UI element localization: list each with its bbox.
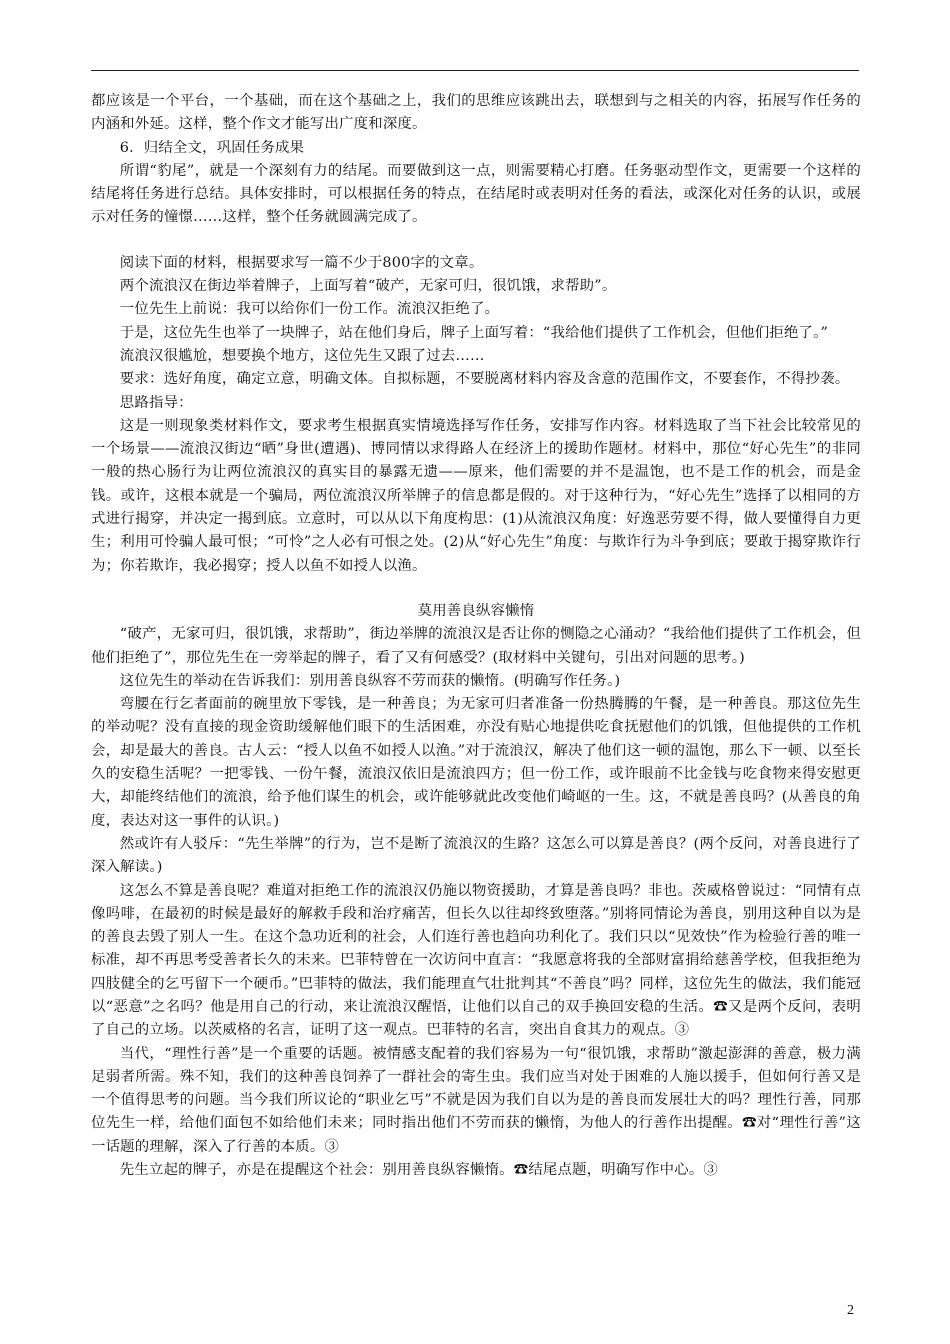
essay-paragraph-3: 弯腰在行乞者面前的碗里放下零钱，是一种善良；为无家可归者准备一份热腾腾的午餐，是一种善良。那这位先生的举动呢？没有直接的现金资助缓解他们眼下的生活困难，亦没有贴心地提供吃食抚慰他们的饥饿，但他提供的工作机会，却是最大的善良。古人云：“授人以鱼不如授人以渔。”对于流浪汉，解决了他们这一顿的温饱，那么下一顿、以至长久的安稳生活呢？一把零钱、一份午餐，流浪汉依旧是流浪四方；但一份工作，或许眼前不比金钱与吃食物来得安慰更大，却能终结他们的流浪，给予他们谋生的机会，或许能够就此改变他们崎岖的一生。这，不就是善良吗？(从善良的角度，表达对这一事件的认识。) — [91, 696, 861, 829]
essay-paragraph-2: 这位先生的举动在告诉我们：别用善良纵容不劳而获的懒惰。(明确写作任务。) — [119, 672, 621, 689]
essay-paragraph-5: 这怎么不算是善良呢？难道对拒绝工作的流浪汉仍施以物资援助，才算是善良吗？非也。茨威格曾说过：“同情有点像吗啡，在最初的时候是最好的解救手段和治疗痛苦，但长久以往却终致堕落。”别将同情论为善良，别用这种自以为是的善良去毁了别人一生。在这个急功近利的社会，人们连行善也趋向功利化了。我们只以“见效快”作为检验行善的唯一标准，却不再思考受善者长久的未来。巴菲特曾在一次访问中直言：“我愿意将我的全部财富捐给慈善学校，但我拒绝为四肢健全的乞丐留下一个硬币。”巴菲特的做法，我们能理直气壮批判其“不善良”吗？同样，这位先生的做法，我们能冠以“恶意”之名吗？他是用自己的行动，来让流浪汉醒悟，让他们以自己的双手换回安稳的生活。☎又是两个反问，表明了自己的立场。以茨威格的名言，证明了这一观点。巴菲特的名言，突出自食其力的观点。➂ — [91, 882, 861, 1039]
section-heading-6: 6．归结全文，巩固任务成果 — [119, 139, 305, 156]
header-rule — [91, 70, 859, 71]
intro-paragraph-2: 所谓“豹尾”，就是一个深刻有力的结尾。而要做到这一点，则需要精心打磨。任务驱动型作文，更需要一个这样的结尾将任务进行总结。具体安排时，可以根据任务的特点，在结尾时或表明对任务的看法，或深化对任务的认识，或展示对任务的憧憬……这样，整个任务就圆满完成了。 — [91, 162, 861, 226]
material-line-4: 流浪汉很尴尬，想要换个地方，这位先生又跟了过去…… — [119, 347, 485, 364]
page-number: 2 — [847, 1303, 854, 1318]
exercise-requirements: 要求：选好角度，确定立意，明确文体。自拟标题，不要脱离材料内容及含意的范围作文，不要套作，不得抄袭。 — [119, 371, 850, 388]
guide-label: 思路指导： — [119, 394, 193, 411]
essay-paragraph-4: 然或许有人驳斥：“先生举牌”的行为，岂不是断了流浪汉的生路？这怎么可以算是善良？(两个反问，对善良进行了深入解读。) — [91, 835, 861, 876]
essay-paragraph-1: “破产，无家可归，很饥饿，求帮助”，街边举牌的流浪汉是否让你的恻隐之心涌动？“我给他们提供了工作机会，但他们拒绝了”，那位先生在一旁举起的牌子，看了又有何感受？(取材料中关键句，引出对问题的思考。) — [91, 626, 861, 666]
intro-paragraph-1: 都应该是一个平台，一个基础，而在这个基础之上，我们的思维应该跳出去，联想到与之相关的内容，拓展写作任务的内涵和外延。这样，整个作文才能写出广度和深度。 — [91, 93, 861, 133]
material-line-1: 两个流浪汉在街边举着牌子，上面写着“破产，无家可归，很饥饿，求帮助”。 — [119, 278, 617, 295]
material-line-2: 一位先生上前说：我可以给你们一份工作。流浪汉拒绝了。 — [119, 301, 500, 318]
exercise-prompt: 阅读下面的材料，根据要求写一篇不少于800字的文章。 — [119, 254, 484, 271]
document-body — [91, 90, 861, 1182]
essay-title: 莫用善良纵容懒惰 — [417, 602, 535, 619]
material-line-3: 于是，这位先生也举了一块牌子，站在他们身后，牌子上面写着：“我给他们提供了工作机会，但他们拒绝了。” — [119, 324, 829, 341]
essay-paragraph-7: 先生立起的牌子，亦是在提醒这个社会：别用善良纵容懒惰。☎结尾点题，明确写作中心。➂ — [119, 1162, 719, 1179]
essay-paragraph-6: 当代，“理性行善”是一个重要的话题。被情感支配着的我们容易为一句“很饥饿，求帮助”激起澎湃的善意，极力满足弱者所需。殊不知，我们的这种善良饲养了一群社会的寄生虫。我们应当对处于困难的人施以援手，但如何行善又是一个值得思考的问题。当今我们所议论的“职业乞丐”不就是因为我们自以为是的善良而发展壮大的吗？理性行善，同那位先生一样，给他们面包不如给他们未来；同时指出他们不劳而获的懒惰，为他人的行善作出提醒。☎对“理性行善”这一话题的理解，深入了行善的本质。➂ — [91, 1045, 861, 1155]
guide-paragraph: 这是一则现象类材料作文，要求考生根据真实情境选择写作任务，安排写作内容。材料选取了当下社会比较常见的一个场景——流浪汉街边“晒”身世(遭遇)、博同情以求得路人在经济上的援助作题材。材料中，那位“好心先生”的非同一般的热心肠行为让两位流浪汉的真实目的暴露无遗——原来，他们需要的并不是温饱，也不是工作的机会，而是金钱。或许，这根本就是一个骗局，两位流浪汉所举牌子的信息都是假的。对于这种行为，“好心先生”选择了以相同的方式进行揭穿，并决定一揭到底。立意时，可以从以下角度构思：(1)从流浪汉角度：好逸恶劳要不得，做人要懂得自力更生；利用可怜骗人最可恨；“可怜”之人必有可恨之处。(2)从“好心先生”角度：与欺诈行为斗争到底；要敢于揭穿欺诈行为；你若欺诈，我必揭穿；授人以鱼不如授人以渔。 — [91, 417, 861, 574]
